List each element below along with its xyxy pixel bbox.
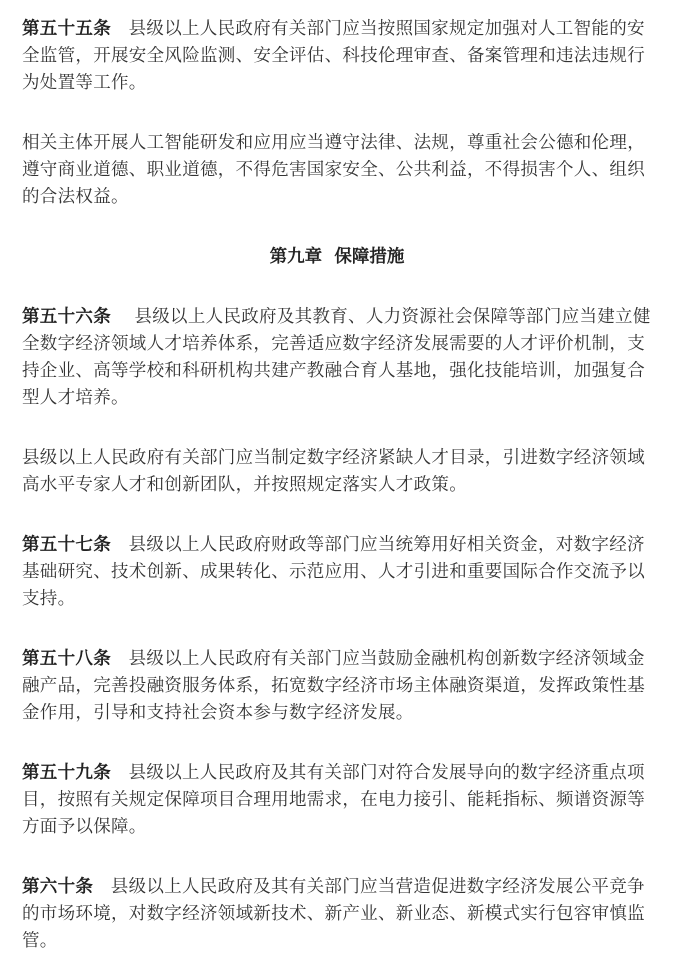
chapter-heading bbox=[22, 244, 652, 271]
chapter-label: 第九章 bbox=[269, 247, 323, 267]
article-56-number: 第五十六条 bbox=[22, 307, 111, 327]
article-60 bbox=[22, 874, 652, 955]
article-60-number: 第六十条 bbox=[22, 877, 94, 897]
article-55-paragraph-2: 相关主体开展人工智能研发和应用应当遵守法律、法规，尊重社会公德和伦理，遵守商业道德、职业道德，不得危害国家安全、公共利益，不得损害个人、组织的合法权益。 bbox=[22, 133, 645, 207]
article-60-text: 县级以上人民政府及其有关部门应当营造促进数字经济发展公平竞争的市场环境，对数字经济领域新技术、新产业、新业态、新模式实行包容审慎监管。 bbox=[22, 877, 645, 951]
article-sep bbox=[111, 535, 129, 555]
article-59 bbox=[22, 760, 652, 841]
article-56-text: 县级以上人民政府及其教育、人力资源社会保障等部门应当建立健全数字经济领域人才培养体系，完善适应数字经济发展需要的人才评价机制，支持企业、高等学校和科研机构共建产教融合育人基地，强化技能培训，加强复合型人才培养。 bbox=[22, 307, 651, 408]
article-sep bbox=[111, 307, 134, 327]
article-59-text: 县级以上人民政府及其有关部门对符合发展导向的数字经济重点项目，按照有关规定保障项目合理用地需求，在电力接引、能耗指标、频谱资源等方面予以保障。 bbox=[22, 763, 645, 837]
article-58-text: 县级以上人民政府有关部门应当鼓励金融机构创新数字经济领域金融产品，完善投融资服务体系，拓宽数字经济市场主体融资渠道，发挥政策性基金作用，引导和支持社会资本参与数字经济发展。 bbox=[22, 649, 645, 723]
article-57-text: 县级以上人民政府财政等部门应当统筹用好相关资金，对数字经济基础研究、技术创新、成果转化、示范应用、人才引进和重要国际合作交流予以支持。 bbox=[22, 535, 645, 609]
article-55-number: 第五十五条 bbox=[22, 19, 111, 39]
article-sep bbox=[93, 877, 111, 897]
article-59-number: 第五十九条 bbox=[22, 763, 111, 783]
article-56-paragraph-2: 县级以上人民政府有关部门应当制定数字经济紧缺人才目录，引进数字经济领域高水平专家人才和创新团队，并按照规定落实人才政策。 bbox=[22, 448, 645, 495]
article-56 bbox=[22, 304, 652, 412]
article-57 bbox=[22, 532, 652, 613]
article-55 bbox=[22, 0, 652, 97]
article-55-text: 县级以上人民政府有关部门应当按照国家规定加强对人工智能的安全监管，开展安全风险监测、安全评估、科技伦理审查、备案管理和违法违规行为处置等工作。 bbox=[22, 19, 645, 93]
article-sep bbox=[111, 19, 129, 39]
chapter-title: 保障措施 bbox=[334, 247, 405, 267]
article-sep bbox=[111, 763, 129, 783]
article-58-number: 第五十八条 bbox=[22, 649, 111, 669]
article-57-number: 第五十七条 bbox=[22, 535, 111, 555]
article-sep bbox=[111, 649, 129, 669]
article-58 bbox=[22, 646, 652, 727]
